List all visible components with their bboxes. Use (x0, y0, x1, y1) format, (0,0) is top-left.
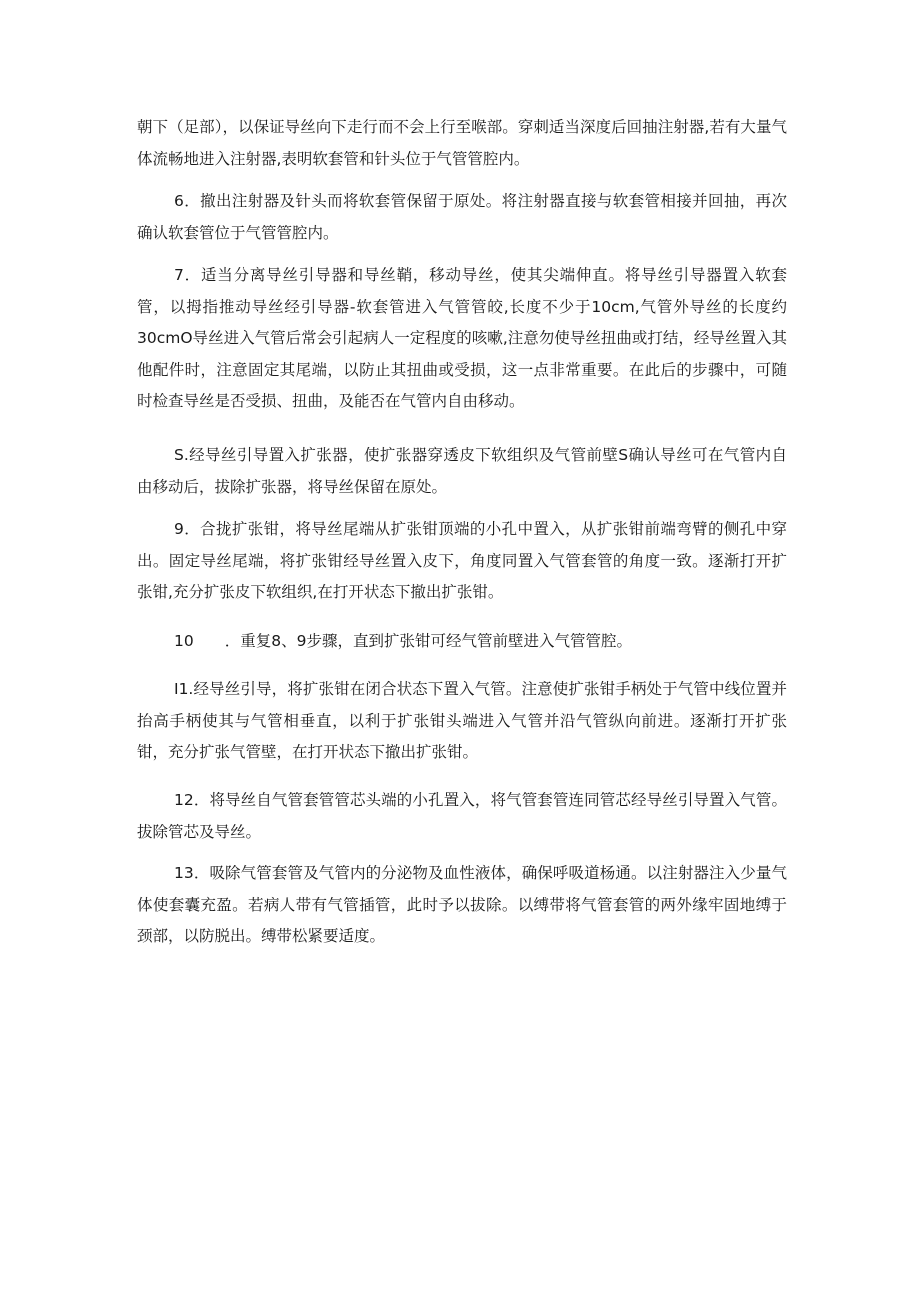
paragraph-step-10: 10 ．重复8、9步骤，直到扩张钳可经气管前壁进入气管管腔。 (174, 632, 632, 650)
paragraph-continuation: 朝下（足部），以保证导丝向下走行而不会上行至喉部。穿刺适当深度后回抽注射器,若有大量气体流畅地进入注射器,表明软套管和针头位于气管管腔内。 (137, 118, 787, 168)
paragraph-step-12: 12．将导丝自气管套管管芯头端的小孔置入，将气管套管连同管芯经导丝引导置入气管。拔除管芯及导丝。 (137, 791, 787, 841)
paragraph-step-8: S.经导丝引导置入扩张器，使扩张器穿透皮下软组织及气管前壁S确认导丝可在气管内自由移动后，拔除扩张器，将导丝保留在原处。 (137, 446, 787, 496)
paragraph-step-6: 6．撤出注射器及针头而将软套管保留于原处。将注射器直接与软套管相接并回抽，再次确认软套管位于气管管腔内。 (137, 192, 787, 242)
paragraph-step-11: I1.经导丝引导，将扩张钳在闭合状态下置入气管。注意使扩张钳手柄处于气管中线位置并抬高手柄使其与气管相垂直，以利于扩张钳头端进入气管并沿气管纵向前进。逐渐打开扩张钳，充分扩张气管壁，在打开状态下撤出扩张钳。 (137, 680, 787, 761)
paragraph-step-7: 7．适当分离导丝引导器和导丝鞘，移动导丝，使其尖端伸直。将导丝引导器置入软套管，以拇指推动导丝经引导器-软套管进入气管管皎,长度不少于10cm,气管外导丝的长度约30cmO导丝进入气管后常会引起病人一定程度的咳嗽,注意勿使导丝扭曲或打结，经导丝置入其他配件时，注意固定其尾端，以防止其扭曲或受损，这一点非常重要。在此后的步骤中，可随时检查导丝是否受损、扭曲，及能否在气管内自由移动。 (137, 266, 787, 410)
paragraph-step-13: 13．吸除气管套管及气管内的分泌物及血性液体，确保呼吸道杨通。以注射器注入少量气体使套囊充盈。若病人带有气管插管，此时予以拔除。以缚带将气管套管的两外缘牢固地缚于颈部，以防脱出。缚带松紧要适度。 (137, 864, 787, 945)
paragraph-step-9: 9．合拢扩张钳，将导丝尾端从扩张钳顶端的小孔中置入，从扩张钳前端弯臂的侧孔中穿出。固定导丝尾端，将扩张钳经导丝置入皮下，角度同置入气管套管的角度一致。逐渐打开扩张钳,充分扩张皮下软组织,在打开状态下撤出扩张钳。 (137, 520, 787, 601)
